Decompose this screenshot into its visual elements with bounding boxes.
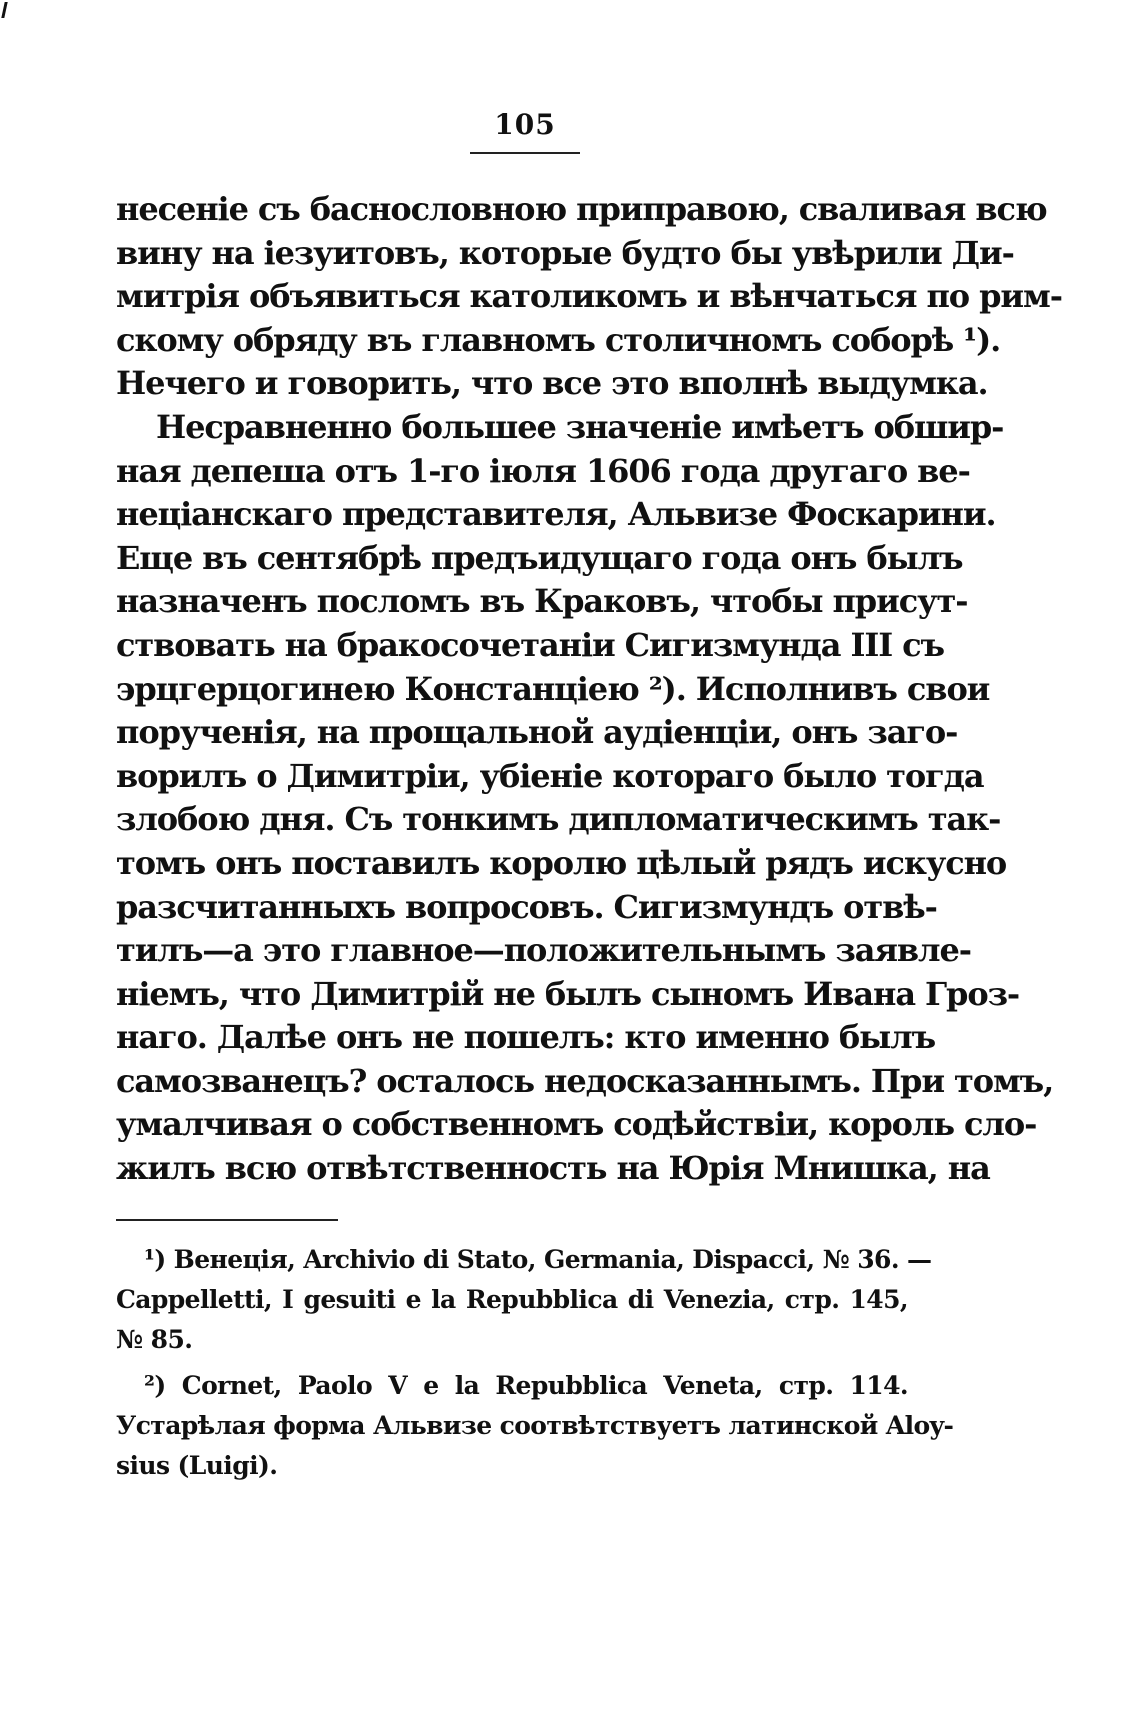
body-line: Еще въ сентябрѣ предъидущаго года онъ былъ bbox=[116, 538, 963, 577]
body-line: митрiя объявиться католикомъ и вѣнчаться по рим- bbox=[116, 277, 1062, 316]
body-line: назначенъ посломъ въ Краковъ, чтобы присут- bbox=[116, 582, 968, 621]
footnote-line: Cappelletti, I gesuiti e la Repubblica di Venezia, стр. 145, bbox=[116, 1285, 908, 1314]
body-line: ная депеша отъ 1-го iюля 1606 года другаго ве- bbox=[116, 451, 970, 490]
body-line: ствовать на бракосочетанiи Сигизмунда III съ bbox=[116, 625, 944, 664]
body-line: вину на iезуитовъ, которые будто бы увѣрили Ди- bbox=[116, 233, 1014, 272]
body-line: самозванецъ? осталось недосказаннымъ. При томъ, bbox=[116, 1061, 1054, 1100]
footnotes bbox=[116, 1240, 954, 1486]
footnote-separator bbox=[116, 1219, 338, 1221]
footnote-line: № 85. bbox=[116, 1325, 193, 1354]
body-line: наго. Далѣе онъ не пошелъ: кто именно былъ bbox=[116, 1018, 936, 1057]
body-line: ворилъ о Димитрiи, убiенiе котораго было тогда bbox=[116, 756, 984, 795]
body-text bbox=[116, 188, 1062, 1191]
footnote-line: ²) Cornet, Paolo V e la Repubblica Veneta, стр. 114. bbox=[144, 1371, 908, 1400]
body-line: жилъ всю отвѣтственность на Юрiя Мнишка, на bbox=[116, 1149, 990, 1188]
body-line: эрцгерцогинею Констанцiею ²). Исполнивъ свои bbox=[116, 669, 990, 708]
body-line: порученiя, на прощальной аудiенцiи, онъ заго- bbox=[116, 713, 958, 752]
body-line: несенiе съ баснословною приправою, сваливая всю bbox=[116, 190, 1047, 228]
footnote-line: ¹) Венецiя, Archivio di Stato, Germania, Dispacci, № 36. — bbox=[144, 1245, 932, 1274]
body-line: тилъ—а это главное—положительнымъ заявле- bbox=[116, 931, 971, 970]
margin-mark bbox=[1, 2, 7, 18]
body-line: томъ онъ поставилъ королю цѣлый рядъ искусно bbox=[116, 843, 1007, 882]
body-line: разсчитанныхъ вопросовъ. Сигизмундъ отвѣ- bbox=[116, 887, 937, 926]
body-line: Несравненно большее значенiе имѣетъ обшир- bbox=[156, 407, 1004, 446]
body-line: злобою дня. Съ тонкимъ дипломатическимъ так- bbox=[116, 800, 1001, 839]
body-line: Нечего и говорить, что все это вполнѣ выдумка. bbox=[116, 364, 988, 403]
page-number-underline bbox=[470, 152, 580, 154]
body-line: нiемъ, что Димитрiй не былъ сыномъ Ивана Гроз- bbox=[116, 974, 1020, 1013]
body-line: умалчивая о собственномъ содѣйствiи, король сло- bbox=[116, 1105, 1037, 1144]
page-number: 105 bbox=[494, 108, 556, 141]
body-line: скому обряду въ главномъ столичномъ соборѣ ¹). bbox=[116, 320, 1001, 359]
footnote-line: Устарѣлая форма Альвизе соотвѣтствуетъ латинской Aloy- bbox=[116, 1411, 954, 1440]
footnote-line: sius (Luigi). bbox=[116, 1451, 278, 1480]
body-line: нецiанскаго представителя, Альвизе Фоскарини. bbox=[116, 495, 996, 534]
